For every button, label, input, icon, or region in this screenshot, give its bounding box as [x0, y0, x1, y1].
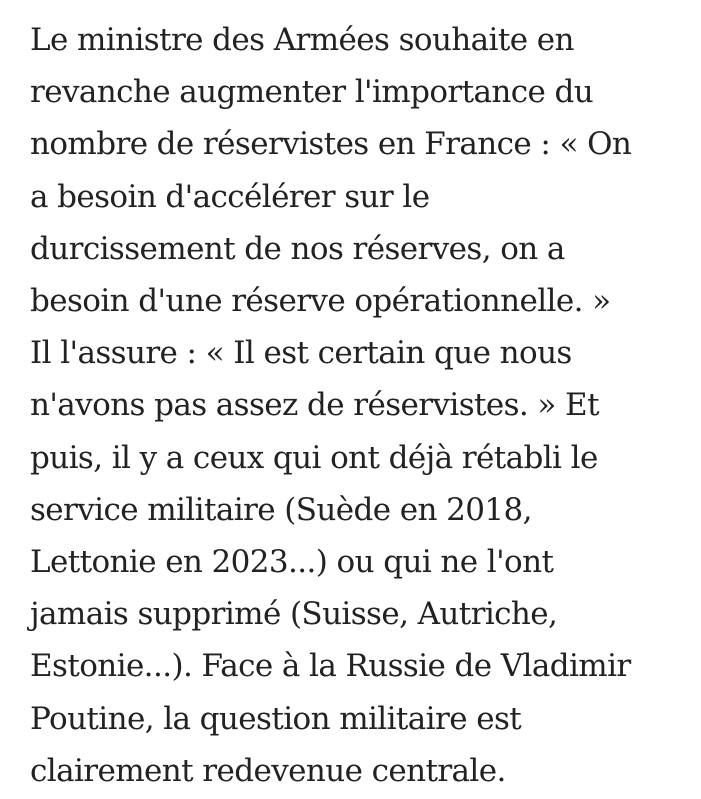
paragraph-line: Lettonie en 2023...) ou qui ne l'ont: [30, 544, 554, 581]
paragraph-line: nombre de réservistes en France : « On: [30, 126, 632, 163]
paragraph-line: Estonie...). Face à la Russie de Vladimir: [30, 648, 631, 685]
paragraph-line: Le ministre des Armées souhaite en: [30, 22, 574, 58]
paragraph-line: a besoin d'accélérer sur le: [30, 178, 430, 215]
paragraph-line: clairement redevenue centrale.: [30, 752, 506, 789]
paragraph-line: revanche augmenter l'importance du: [30, 74, 594, 111]
paragraph-line: durcissement de nos réserves, on a: [30, 230, 565, 267]
paragraph-line: besoin d'une réserve opérationnelle. »: [30, 283, 611, 320]
article-paragraph: [30, 14, 698, 797]
paragraph-line: n'avons pas assez de réservistes. » Et: [30, 387, 599, 424]
paragraph-line: puis, il y a ceux qui ont déjà rétabli le: [30, 439, 598, 476]
paragraph-line: jamais supprimé (Suisse, Autriche,: [30, 596, 558, 633]
paragraph-line: Poutine, la question militaire est: [30, 700, 522, 737]
paragraph-line: service militaire (Suède en 2018,: [30, 491, 532, 528]
paragraph-line: Il l'assure : « Il est certain que nous: [30, 335, 572, 372]
